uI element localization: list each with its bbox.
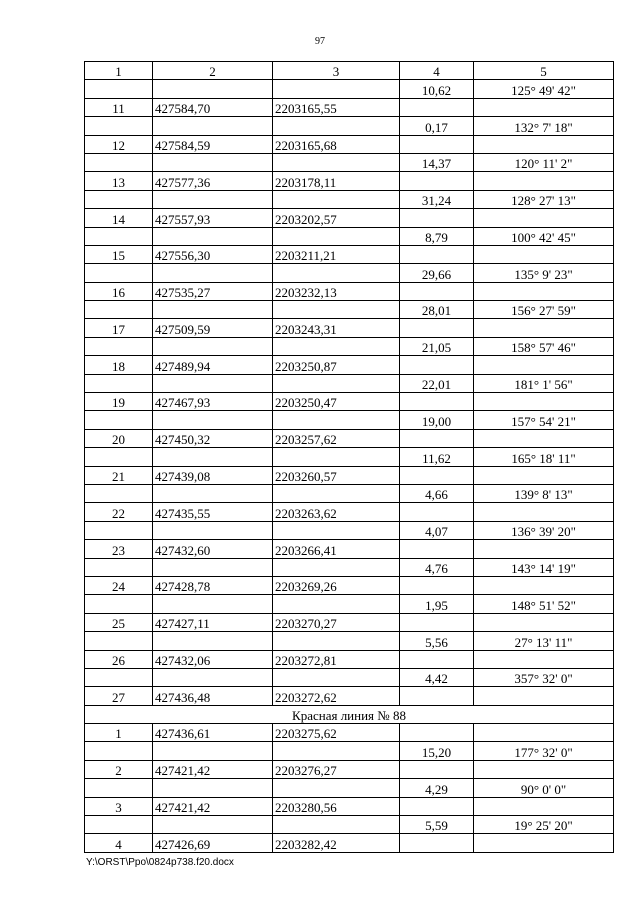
- table-row: [85, 632, 614, 650]
- segment-length: 4,07: [400, 521, 474, 539]
- table-row: [85, 742, 614, 760]
- point-number: [85, 521, 153, 539]
- segment-length: 22,01: [400, 374, 474, 392]
- coord-x: [153, 153, 273, 171]
- segment-length: [400, 760, 474, 778]
- segment-length: 10,62: [400, 80, 474, 98]
- coord-x: 427557,93: [153, 209, 273, 227]
- coord-x: 427428,78: [153, 576, 273, 594]
- segment-length: 15,20: [400, 742, 474, 760]
- coord-x: [153, 595, 273, 613]
- direction-angle: 157° 54' 21": [474, 411, 614, 429]
- coord-x: 427509,59: [153, 319, 273, 337]
- point-number: 24: [85, 576, 153, 594]
- direction-angle: 90° 0' 0": [474, 779, 614, 797]
- direction-angle: 158° 57' 46": [474, 337, 614, 355]
- coord-y: [273, 411, 400, 429]
- point-number: 27: [85, 687, 153, 705]
- segment-length: [400, 540, 474, 558]
- table-row: [85, 301, 614, 319]
- point-number: [85, 668, 153, 686]
- table-row: [85, 466, 614, 484]
- segment-length: [400, 797, 474, 815]
- point-number: 20: [85, 429, 153, 447]
- segment-length: 14,37: [400, 153, 474, 171]
- table-row: [85, 153, 614, 171]
- table-row: [85, 816, 614, 834]
- segment-length: 8,79: [400, 227, 474, 245]
- direction-angle: [474, 429, 614, 447]
- coord-x: [153, 411, 273, 429]
- coord-y: 2203250,87: [273, 356, 400, 374]
- direction-angle: [474, 209, 614, 227]
- coord-y: [273, 742, 400, 760]
- table-row: [85, 411, 614, 429]
- coord-y: 2203202,57: [273, 209, 400, 227]
- segment-length: 31,24: [400, 190, 474, 208]
- coord-x: 427489,94: [153, 356, 273, 374]
- direction-angle: [474, 319, 614, 337]
- point-number: [85, 264, 153, 282]
- point-number: [85, 190, 153, 208]
- point-number: 1: [85, 724, 153, 742]
- table-row: [85, 650, 614, 668]
- coord-y: [273, 80, 400, 98]
- direction-angle: [474, 135, 614, 153]
- table-row: [85, 503, 614, 521]
- segment-length: [400, 282, 474, 300]
- coord-y: 2203272,62: [273, 687, 400, 705]
- point-number: 3: [85, 797, 153, 815]
- direction-angle: 135° 9' 23": [474, 264, 614, 282]
- point-number: [85, 374, 153, 392]
- coord-x: 427535,27: [153, 282, 273, 300]
- point-number: [85, 80, 153, 98]
- segment-length: 4,42: [400, 668, 474, 686]
- coord-x: [153, 779, 273, 797]
- coord-x: [153, 337, 273, 355]
- file-path-footer: Y:\ORST\Ppo\0824p738.f20.docx: [86, 857, 234, 868]
- segment-length: [400, 576, 474, 594]
- coord-x: 427450,32: [153, 429, 273, 447]
- segment-length: [400, 834, 474, 852]
- direction-angle: 100° 42' 45": [474, 227, 614, 245]
- direction-angle: [474, 576, 614, 594]
- table-row: [85, 484, 614, 502]
- direction-angle: [474, 503, 614, 521]
- direction-angle: 165° 18' 11": [474, 448, 614, 466]
- point-number: 11: [85, 98, 153, 116]
- coord-x: 427432,06: [153, 650, 273, 668]
- segment-length: [400, 613, 474, 631]
- point-number: [85, 301, 153, 319]
- coord-x: 427556,30: [153, 245, 273, 263]
- coord-y: 2203270,27: [273, 613, 400, 631]
- point-number: [85, 448, 153, 466]
- coord-x: 427426,69: [153, 834, 273, 852]
- coord-y: [273, 816, 400, 834]
- point-number: 15: [85, 245, 153, 263]
- coord-y: [273, 227, 400, 245]
- coord-y: 2203178,11: [273, 172, 400, 190]
- coord-x: [153, 117, 273, 135]
- segment-length: [400, 172, 474, 190]
- direction-angle: 156° 27' 59": [474, 301, 614, 319]
- direction-angle: [474, 650, 614, 668]
- direction-angle: [474, 797, 614, 815]
- table-row: [85, 668, 614, 686]
- table-row: [85, 374, 614, 392]
- table-row: [85, 595, 614, 613]
- segment-length: [400, 393, 474, 411]
- coord-y: 2203269,26: [273, 576, 400, 594]
- coord-y: [273, 264, 400, 282]
- coord-y: 2203275,62: [273, 724, 400, 742]
- section-row: [85, 705, 614, 723]
- column-header: 3: [273, 62, 400, 80]
- direction-angle: [474, 245, 614, 263]
- table-row: [85, 393, 614, 411]
- table-row: [85, 576, 614, 594]
- coord-y: [273, 337, 400, 355]
- point-number: 25: [85, 613, 153, 631]
- table-row: [85, 540, 614, 558]
- coord-x: [153, 301, 273, 319]
- segment-length: 4,76: [400, 558, 474, 576]
- table-row: [85, 172, 614, 190]
- table-row: [85, 834, 614, 852]
- point-number: [85, 484, 153, 502]
- table-row: [85, 724, 614, 742]
- coord-y: 2203280,56: [273, 797, 400, 815]
- coord-x: [153, 742, 273, 760]
- coord-x: [153, 374, 273, 392]
- segment-length: 19,00: [400, 411, 474, 429]
- table-row: [85, 209, 614, 227]
- coord-y: [273, 595, 400, 613]
- direction-angle: [474, 834, 614, 852]
- coord-x: [153, 190, 273, 208]
- direction-angle: [474, 760, 614, 778]
- point-number: [85, 816, 153, 834]
- direction-angle: [474, 613, 614, 631]
- segment-length: [400, 245, 474, 263]
- segment-length: [400, 724, 474, 742]
- coord-x: 427435,55: [153, 503, 273, 521]
- coord-y: [273, 153, 400, 171]
- coord-x: 427436,61: [153, 724, 273, 742]
- direction-angle: [474, 687, 614, 705]
- segment-length: [400, 466, 474, 484]
- coord-x: 427421,42: [153, 760, 273, 778]
- segment-length: [400, 98, 474, 116]
- point-number: 4: [85, 834, 153, 852]
- column-header: 2: [153, 62, 273, 80]
- table-row: [85, 797, 614, 815]
- coord-x: [153, 521, 273, 539]
- coord-x: [153, 227, 273, 245]
- table-row: [85, 760, 614, 778]
- segment-length: [400, 209, 474, 227]
- direction-angle: [474, 98, 614, 116]
- column-header: 5: [474, 62, 614, 80]
- segment-length: 4,66: [400, 484, 474, 502]
- segment-length: 29,66: [400, 264, 474, 282]
- coord-x: 427427,11: [153, 613, 273, 631]
- point-number: 26: [85, 650, 153, 668]
- coordinates-table: [84, 61, 614, 853]
- coord-x: 427421,42: [153, 797, 273, 815]
- coord-y: [273, 558, 400, 576]
- coord-y: 2203276,27: [273, 760, 400, 778]
- coord-x: 427439,08: [153, 466, 273, 484]
- point-number: [85, 632, 153, 650]
- direction-angle: [474, 540, 614, 558]
- coord-x: 427584,70: [153, 98, 273, 116]
- segment-length: 0,17: [400, 117, 474, 135]
- direction-angle: 143° 14' 19": [474, 558, 614, 576]
- coord-x: [153, 448, 273, 466]
- table-row: [85, 779, 614, 797]
- table-row: [85, 429, 614, 447]
- coord-y: 2203243,31: [273, 319, 400, 337]
- direction-angle: 136° 39' 20": [474, 521, 614, 539]
- segment-length: [400, 687, 474, 705]
- direction-angle: [474, 393, 614, 411]
- coord-y: 2203165,55: [273, 98, 400, 116]
- segment-length: 5,56: [400, 632, 474, 650]
- segment-length: [400, 319, 474, 337]
- point-number: [85, 558, 153, 576]
- coord-y: 2203165,68: [273, 135, 400, 153]
- direction-angle: [474, 466, 614, 484]
- coord-x: [153, 484, 273, 502]
- point-number: [85, 153, 153, 171]
- table-row: [85, 245, 614, 263]
- point-number: 12: [85, 135, 153, 153]
- point-number: 23: [85, 540, 153, 558]
- coord-y: 2203282,42: [273, 834, 400, 852]
- table-row: [85, 282, 614, 300]
- segment-length: [400, 356, 474, 374]
- table-row: [85, 98, 614, 116]
- direction-angle: [474, 724, 614, 742]
- column-header: 1: [85, 62, 153, 80]
- point-number: [85, 742, 153, 760]
- direction-angle: 125° 49' 42": [474, 80, 614, 98]
- point-number: 22: [85, 503, 153, 521]
- table-row: [85, 558, 614, 576]
- table-row: [85, 687, 614, 705]
- direction-angle: 181° 1' 56": [474, 374, 614, 392]
- coord-y: 2203250,47: [273, 393, 400, 411]
- coord-x: [153, 632, 273, 650]
- coord-y: [273, 484, 400, 502]
- coord-y: 2203263,62: [273, 503, 400, 521]
- coord-x: [153, 668, 273, 686]
- column-header: 4: [400, 62, 474, 80]
- coord-y: [273, 117, 400, 135]
- direction-angle: 357° 32' 0": [474, 668, 614, 686]
- direction-angle: 120° 11' 2": [474, 153, 614, 171]
- coord-x: 427436,48: [153, 687, 273, 705]
- point-number: [85, 117, 153, 135]
- coord-y: 2203260,57: [273, 466, 400, 484]
- coord-x: [153, 264, 273, 282]
- direction-angle: 132° 7' 18": [474, 117, 614, 135]
- direction-angle: 27° 13' 11": [474, 632, 614, 650]
- coord-x: [153, 80, 273, 98]
- coord-x: 427584,59: [153, 135, 273, 153]
- table-row: [85, 356, 614, 374]
- coord-y: 2203266,41: [273, 540, 400, 558]
- coord-y: [273, 301, 400, 319]
- table-row: [85, 337, 614, 355]
- coord-x: 427577,36: [153, 172, 273, 190]
- point-number: [85, 411, 153, 429]
- direction-angle: [474, 356, 614, 374]
- segment-length: 11,62: [400, 448, 474, 466]
- coord-y: 2203232,13: [273, 282, 400, 300]
- table-row: [85, 264, 614, 282]
- point-number: 14: [85, 209, 153, 227]
- table-row: [85, 448, 614, 466]
- coord-y: [273, 190, 400, 208]
- coord-y: [273, 632, 400, 650]
- point-number: 18: [85, 356, 153, 374]
- segment-length: [400, 135, 474, 153]
- segment-length: [400, 429, 474, 447]
- table-row: [85, 613, 614, 631]
- coord-x: 427432,60: [153, 540, 273, 558]
- section-title: Красная линия № 88: [85, 705, 614, 723]
- direction-angle: [474, 172, 614, 190]
- direction-angle: [474, 282, 614, 300]
- direction-angle: 19° 25' 20": [474, 816, 614, 834]
- segment-length: 21,05: [400, 337, 474, 355]
- table-row: [85, 117, 614, 135]
- segment-length: [400, 650, 474, 668]
- table-row: [85, 190, 614, 208]
- coord-y: 2203257,62: [273, 429, 400, 447]
- table-row: [85, 521, 614, 539]
- point-number: [85, 595, 153, 613]
- direction-angle: 177° 32' 0": [474, 742, 614, 760]
- table-row: [85, 319, 614, 337]
- point-number: 2: [85, 760, 153, 778]
- direction-angle: 128° 27' 13": [474, 190, 614, 208]
- point-number: [85, 337, 153, 355]
- table-row: [85, 80, 614, 98]
- segment-length: [400, 503, 474, 521]
- coord-x: [153, 816, 273, 834]
- point-number: 21: [85, 466, 153, 484]
- point-number: 17: [85, 319, 153, 337]
- table-row: [85, 135, 614, 153]
- table-header-row: [85, 62, 614, 80]
- coord-y: [273, 521, 400, 539]
- point-number: [85, 779, 153, 797]
- page-number: 97: [315, 36, 325, 47]
- segment-length: 1,95: [400, 595, 474, 613]
- coord-y: [273, 448, 400, 466]
- point-number: 19: [85, 393, 153, 411]
- coord-y: 2203211,21: [273, 245, 400, 263]
- segment-length: 5,59: [400, 816, 474, 834]
- table-row: [85, 227, 614, 245]
- coord-y: [273, 374, 400, 392]
- direction-angle: 139° 8' 13": [474, 484, 614, 502]
- segment-length: 4,29: [400, 779, 474, 797]
- coord-y: [273, 668, 400, 686]
- segment-length: 28,01: [400, 301, 474, 319]
- coord-x: [153, 558, 273, 576]
- coord-x: 427467,93: [153, 393, 273, 411]
- direction-angle: 148° 51' 52": [474, 595, 614, 613]
- point-number: 16: [85, 282, 153, 300]
- coord-y: 2203272,81: [273, 650, 400, 668]
- point-number: [85, 227, 153, 245]
- coord-y: [273, 779, 400, 797]
- point-number: 13: [85, 172, 153, 190]
